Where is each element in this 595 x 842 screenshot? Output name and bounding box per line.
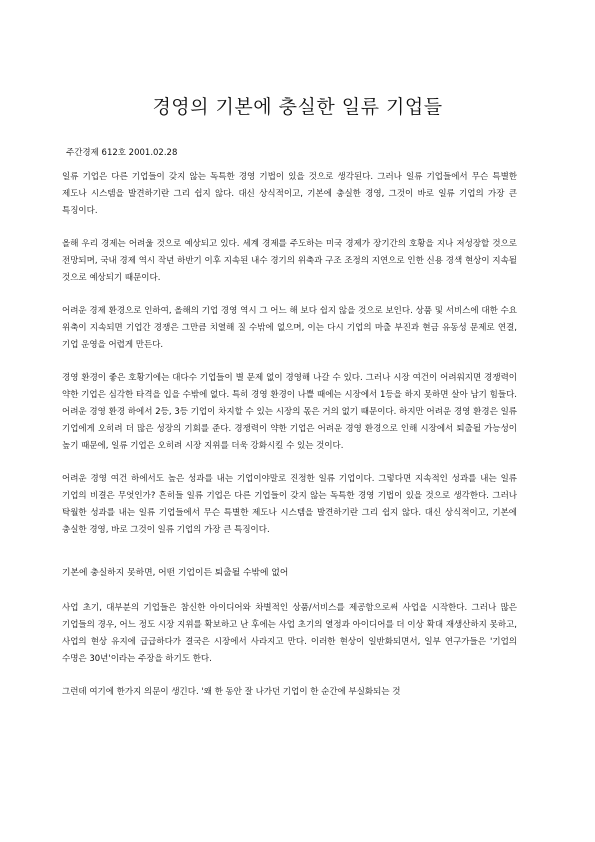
paragraph-7: 그런데 여기에 한가지 의문이 생긴다. '왜 한 동안 잘 나가던 기업이 한 순간에 부실화되는 것: [62, 687, 401, 697]
paragraph-1: 일류 기업은 다른 기업들이 갖지 않는 독특한 경영 기법이 있을 것으로 생각된다. 그러나 일류 기업들에서 무슨 특별한 제도나 시스템을 발견하기란 그리 쉽지 않다. 대신 상식적이고, 기본에 충실한 경영, 그것이 바로 일류 기업의 가장 큰 특징이다.: [62, 172, 517, 216]
document-title: 경영의 기본에 충실한 일류 기업들: [152, 96, 443, 118]
paragraph-3: 어려운 경제 환경으로 인하여, 올해의 기업 경영 역시 그 어느 해 보다 쉽지 않을 것으로 보인다. 상품 및 서비스에 대한 수요 위축이 지속되면 기업간 경쟁은 그만큼 치열해 질 수밖에 없으며, 이는 다시 기업의 마출 부진과 현금 유동성 문제로 연결, 기업 운영을 어렵게 만든다.: [62, 306, 517, 350]
section-heading: 기본에 충실하지 못하면, 어떤 기업이든 퇴출될 수밖에 없어: [62, 568, 289, 578]
source-line: 주간경제 612호 2001.02.28: [66, 148, 178, 158]
paragraph-6: 사업 초기, 대부분의 기업들은 참신한 아이디어와 차별적인 상품/서비스를 제공함으로써 사업을 시작한다. 그러나 많은 기업들의 경우, 어느 정도 시장 지위를 확보하고 난 후에는 사업 초기의 열정과 아이디어를 더 이상 확대 재생산하지 못하고, 사업의 현상 유지에 급급하다가 결국은 시장에서 사라지고 만다. 이러한 현상이 일반화되면서, 일부 연구가들은 '기업의 수명은 30년'이라는 주장을 하기도 한다.: [62, 603, 517, 664]
paragraph-2: 올해 우리 경제는 어려울 것으로 예상되고 있다. 세계 경제를 주도하는 미국 경제가 장기간의 호황을 지나 저성장할 것으로 전망되며, 국내 경제 역시 작년 하반기 이후 지속된 내수 경기의 위축과 구조 조정의 지연으로 인한 신용 경색 현상이 지속될 것으로 예상되기 때문이다.: [62, 239, 517, 283]
paragraph-5: 어려운 경영 여건 하에서도 높은 성과를 내는 기업이야말로 진정한 일류 기업이다. 그렇다면 지속적인 성과를 내는 일류 기업의 비결은 무엇인가? 흔히들 일류 기업은 다른 기업들이 갖지 않는 독특한 경영 기법이 있을 것으로 생각한다. 그러나 탁월한 성과를 내는 일류 기업들에서 무슨 특별한 제도나 시스템을 발견하기란 그리 쉽지 않다. 대신 상식적이고, 기본에 충실한 경영, 바로 그것이 일류 기업의 가장 큰 특징이다.: [62, 474, 517, 535]
document-body: [62, 169, 517, 717]
paragraph-4: 경영 환경이 좋은 호황기에는 대다수 기업들이 별 문제 없이 경영해 나갈 수 있다. 그러나 시장 여건이 어려워지면 경쟁력이 약한 기업은 심각한 타격을 입을 수밖에 없다. 특히 경영 환경이 나쁠 때에는 시장에서 1등을 하지 못하면 살아 남기 힘들다. 어려운 경영 환경 하에서 2등, 3등 기업이 차지할 수 있는 시장의 몫은 거의 없기 때문이다. 하지만 어려운 경영 환경은 일류 기업에게 오히려 더 많은 성장의 기회를 준다. 경쟁력이 약한 기업은 어려운 경영 환경으로 인해 시장에서 퇴출될 가능성이 높기 때문에, 일류 기업은 오히려 시장 지위를 더욱 강화시킬 수 있는 것이다.: [62, 373, 517, 451]
